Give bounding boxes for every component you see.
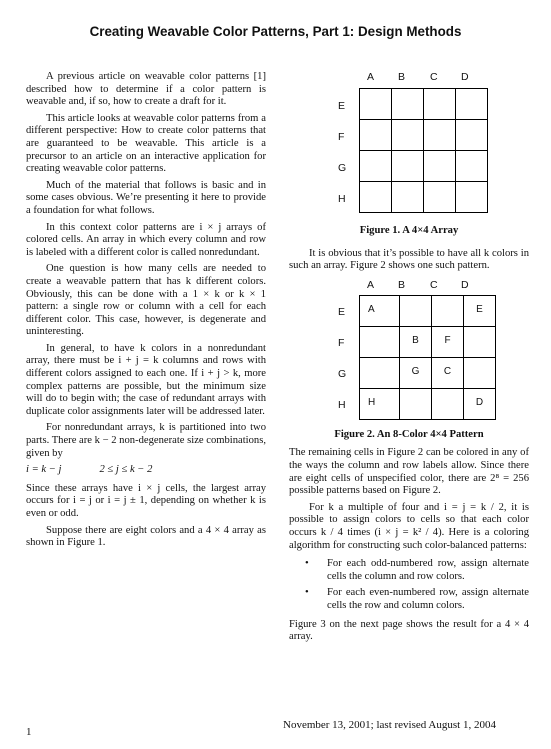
column-label: B (398, 278, 406, 291)
pattern-grid (359, 295, 496, 420)
grid-cell: E (464, 295, 496, 326)
row-label: H (338, 398, 346, 411)
grid-cell: C (432, 357, 464, 388)
paragraph: Since these arrays have i × j cells, the largest array occurs for i = j or i = j ± 1, depending on whether k is even or odd. (26, 482, 266, 519)
row-label: G (338, 162, 347, 174)
grid-cell (432, 295, 464, 326)
grid-cell (400, 295, 432, 326)
row-label: H (338, 193, 346, 205)
column-label: A (367, 278, 375, 291)
column-label: D (461, 71, 469, 83)
right-column (289, 71, 529, 648)
bullet-icon: • (305, 558, 309, 570)
row-label: F (338, 131, 345, 143)
paragraph: Figure 3 on the next page shows the result for a 4 × 4 array. (289, 618, 529, 643)
grid-cell: F (432, 326, 464, 357)
list-item (289, 587, 529, 612)
paragraph: One question is how many cells are needed to create a weavable pattern that has k different colors. Obviously, this can be done with a 1 × k or k × 1 pattern: a single row or column with a cell for each different color. This case, however, is degenerate and uninteresting. (26, 263, 266, 338)
bullet-icon: • (305, 587, 309, 599)
left-column (26, 71, 266, 554)
paragraph: The remaining cells in Figure 2 can be colored in any of the ways the column and row labels allow. Since there are eight cells of unspecified color, there are 2⁸ = 256 possible patterns based on Figure 2. (289, 447, 529, 497)
grid-cell: B (400, 326, 432, 357)
column-label: B (398, 71, 406, 83)
grid-cell: A (360, 295, 400, 326)
grid-cell: D (464, 388, 496, 419)
grid-cell: G (400, 357, 432, 388)
figure-2 (289, 279, 529, 429)
grid-cell (400, 388, 432, 419)
page-number: 1 (26, 726, 32, 738)
formula-a: i = k − j (26, 464, 62, 476)
column-label: C (430, 278, 438, 291)
row-label: E (338, 305, 346, 318)
paragraph: A previous article on weavable color patterns [1] described how to determine if a color pattern is weavable and, if so, how to create a draft for it. (26, 71, 266, 108)
size-formula (26, 464, 266, 477)
page-title: Creating Weavable Color Patterns, Part 1: Design Methods (89, 24, 462, 39)
paragraph: Suppose there are eight colors and a 4 × 4 array as shown in Figure 1. (26, 524, 266, 549)
row-label: G (338, 367, 347, 380)
algorithm-list (289, 558, 529, 612)
figure-1 (289, 71, 529, 223)
formula-b: 2 ≤ j ≤ k − 2 (99, 464, 153, 476)
footer-date: November 13, 2001; last revised August 1, 2004 (283, 719, 496, 731)
row-label: E (338, 100, 346, 112)
grid-cell (464, 357, 496, 388)
row-label: F (338, 336, 345, 349)
paragraph: For k a multiple of four and i = j = k / 2, it is possible to assign colors to cells so that each color occurs k / 4 times (i × j = k² / 4). Here is a coloring algorithm for constructing such color-balanced patterns: (289, 501, 529, 551)
figure-2-caption: Figure 2. An 8-Color 4×4 Pattern (334, 428, 484, 440)
paragraph: For nonredundant arrays, k is partitioned into two parts. There are k − 2 non-degenerate size combinations, given by (26, 422, 266, 459)
grid-cell (360, 357, 400, 388)
grid-cell (360, 326, 400, 357)
paragraph: This article looks at weavable color patterns from a different perspective: How to create color patterns that are guaranteed to be weavable. This article is a precursor to an article on an interactive application for creating weavable color patterns. (26, 112, 266, 175)
list-item (289, 558, 529, 583)
figure-1-caption: Figure 1. A 4×4 Array (359, 225, 459, 236)
grid-cell (432, 388, 464, 419)
list-item-text: For each even-numbered row, assign alternate cells the row and column colors. (327, 587, 529, 611)
column-label: C (430, 71, 438, 83)
column-label: D (461, 278, 469, 291)
paragraph: In general, to have k colors in a nonredundant array, there must be i + j = k columns and rows with different colors assigned to each one. If i + j > k, more complex patterns are possible, but the minimum size will do to begin with; the case of redundant arrays with duplicate color assignments later will be addressed later. (26, 342, 266, 417)
paragraph: In this context color patterns are i × j arrays of colored cells. An array in which every column and row is labeled with a different color is called nonredundant. (26, 221, 266, 258)
column-label: A (367, 71, 375, 83)
grid-cell: H (360, 388, 400, 419)
paragraph: Much of the material that follows is basic and in some cases obvious. We’re presenting it here to provide a foundation for what follows. (26, 179, 266, 216)
list-item-text: For each odd-numbered row, assign alternate cells the column and row colors. (327, 558, 529, 582)
paragraph: It is obvious that it’s possible to have all k colors in such an array. Figure 2 shows one such pattern. (289, 247, 529, 272)
grid-cell (464, 326, 496, 357)
array-grid (359, 88, 488, 213)
